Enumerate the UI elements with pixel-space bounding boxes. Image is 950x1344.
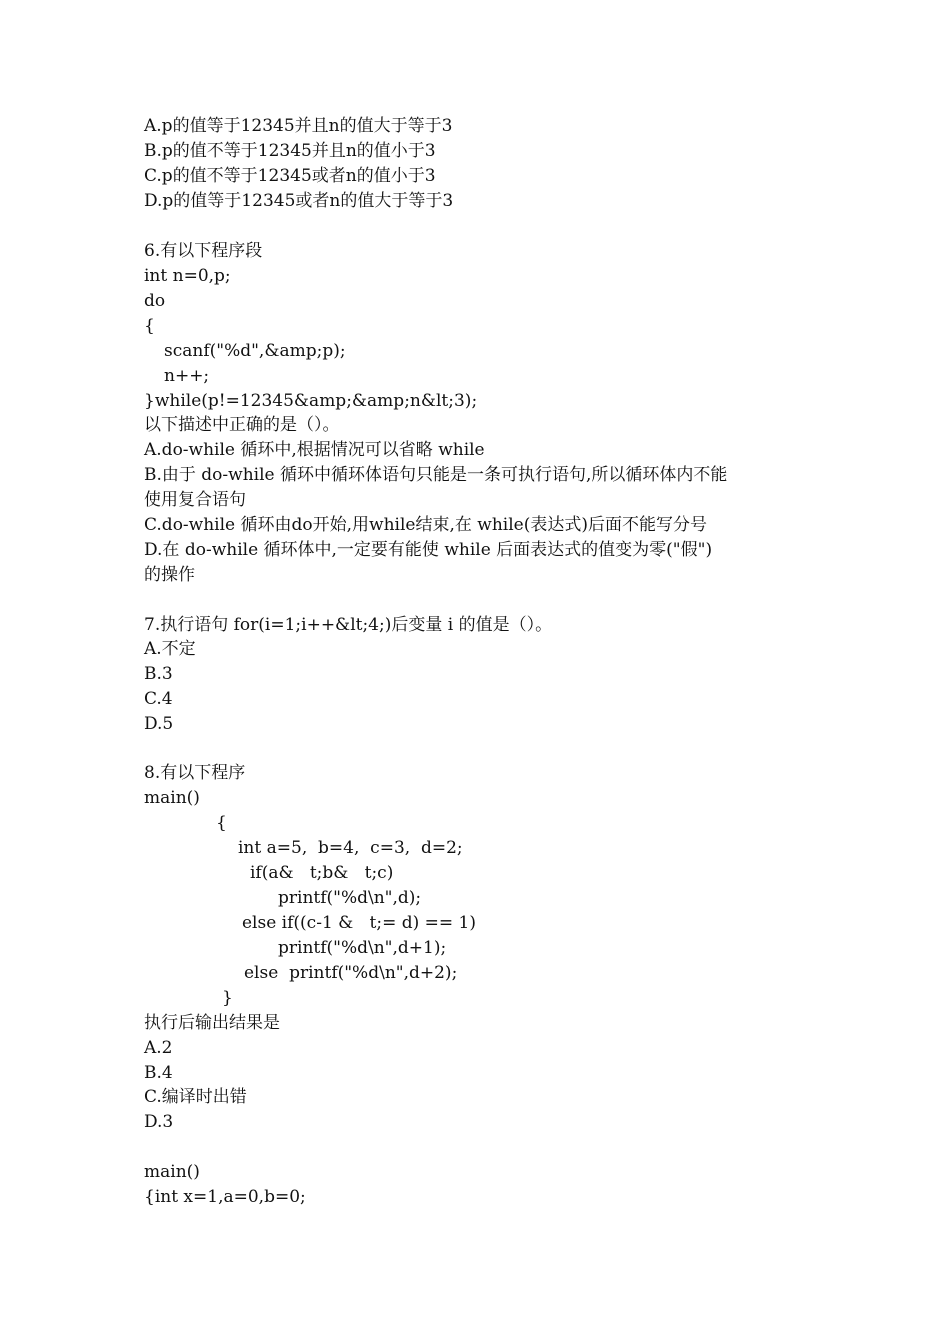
q5-option-d: D.p的值等于12345或者n的值大于等于3	[144, 191, 454, 211]
q8-code-line: else if((c-1 & t;= d) == 1)	[242, 913, 476, 933]
q6-code-line: do	[144, 291, 166, 311]
q8-code-line: printf("%d\n",d);	[278, 888, 422, 908]
q6-option-c: C.do-while 循环由do开始,用while结束,在 while(表达式)后面不能写分号	[144, 515, 707, 535]
q6-question: 以下描述中正确的是（）。	[144, 415, 340, 435]
q7-option-c: C.4	[144, 689, 173, 709]
q8-title: 8.有以下程序	[144, 763, 246, 783]
q8-code-line: if(a& t;b& t;c)	[250, 863, 394, 883]
q7-option-b: B.3	[144, 664, 173, 684]
q8-option-a: A.2	[144, 1038, 173, 1058]
q8-option-d: D.3	[144, 1112, 174, 1132]
q6-option-d-cont: 的操作	[144, 565, 195, 585]
q8-code-line: printf("%d\n",d+1);	[278, 938, 447, 958]
q5-option-c: C.p的值不等于12345或者n的值小于3	[144, 166, 436, 186]
q7-option-d: D.5	[144, 714, 174, 734]
q6-option-b: B.由于 do-while 循环中循环体语句只能是一条可执行语句,所以循环体内不能	[144, 465, 728, 485]
q7-title: 7.执行语句 for(i=1;i++&lt;4;)后变量 i 的值是（）。	[144, 615, 553, 635]
q8-code-line: }	[222, 988, 233, 1008]
q6-code-line: }while(p!=12345&amp;&amp;n&lt;3);	[144, 391, 478, 411]
q8-option-c: C.编译时出错	[144, 1087, 247, 1107]
q8-option-b: B.4	[144, 1063, 173, 1083]
q6-title: 6.有以下程序段	[144, 241, 263, 261]
q5-option-b: B.p的值不等于12345并且n的值小于3	[144, 141, 436, 161]
q6-code-line: n++;	[164, 366, 210, 386]
q6-option-b-cont: 使用复合语句	[144, 490, 246, 510]
q9-code-line: {int x=1,a=0,b=0;	[144, 1187, 306, 1207]
q6-code-line: int n=0,p;	[144, 266, 231, 286]
q8-code-line: {	[216, 813, 227, 833]
q8-code-line: main()	[144, 788, 200, 808]
q5-option-a: A.p的值等于12345并且n的值大于等于3	[144, 116, 453, 136]
q6-code-line: scanf("%d",&amp;p);	[164, 341, 346, 361]
q8-code-line: else printf("%d\n",d+2);	[244, 963, 458, 983]
q6-code-line: {	[144, 316, 155, 336]
q7-option-a: A.不定	[144, 639, 196, 659]
q8-question: 执行后输出结果是	[144, 1013, 280, 1033]
q8-code-line: int a=5, b=4, c=3, d=2;	[238, 838, 463, 858]
q9-code-line: main()	[144, 1162, 200, 1182]
q6-option-a: A.do-while 循环中,根据情况可以省略 while	[144, 440, 485, 460]
q6-option-d: D.在 do-while 循环体中,一定要有能使 while 后面表达式的值变为零("假")	[144, 540, 713, 560]
